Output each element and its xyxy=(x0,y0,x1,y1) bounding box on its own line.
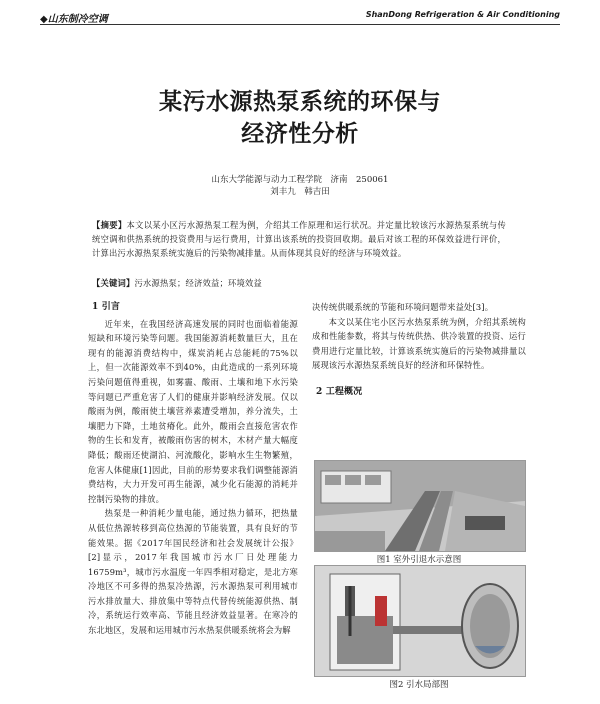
figure-2-caption: 图2 引水局部图 xyxy=(389,680,449,690)
left-column xyxy=(88,300,298,638)
intake-section-render xyxy=(315,566,525,676)
figure-1-caption: 图1 室外引退水示意图 xyxy=(376,555,462,565)
outdoor-pipeline-render xyxy=(315,461,525,551)
journal-name-en: ShanDong Refrigeration & Air Conditioning xyxy=(365,10,560,19)
title-line-2: 经济性分析 xyxy=(241,121,359,147)
section-2-heading: 2 工程概况 xyxy=(316,386,363,397)
figure-1-photo xyxy=(314,460,526,552)
affiliation: 山东大学能源与动力工程学院 济南 250061 xyxy=(211,175,389,185)
intro-paragraph-2: 热泵是一种消耗少量电能，通过热力循环，把热量从低位热源转移到高位热源的节能装置，具有良好的节能效果。据《2017年国民经济和社会发展统计公报》[2]显示，2017年我国城市污水厂日处理能力16759m³，城市污水温度一年四季相对稳定，是北方寒冷地区不可多得的热泵冷热源，污水源热泵可利用城市污水排放量大、排放集中等特点代替传统能源供热、制冷，系统运行效率高、节能且经济效益显著。在寒冷的东北地区，发展和运用城市污水热泵供暖系统将会为解 xyxy=(88,508,298,636)
header-rule xyxy=(40,24,560,25)
title-line-1: 某污水源热泵系统的环保与 xyxy=(159,89,441,115)
article-title xyxy=(0,86,600,150)
intro-paragraph-1: 近年来，在我国经济高速发展的同时也面临着能源短缺和环境污染等问题。我国能源消耗数量巨大，且在现有的能源消费结构中，煤炭消耗占总能耗的75%以上，但一次能源效率不到40%，由此造成的一系列环境污染问题值得重视，如雾霾、酸雨、土壤和地下水污染等问题已严重危害了人们的健康并影响经济发展。仅以酸雨为例，酸雨使土壤营养素遭受增加，养分流失，土壤肥力下降，土地贫瘠化。此外，酸雨会直接危害农作物的生长和发育，被酸雨伤害的树木，木材产量大幅度降低；酸雨还使湖泊、河流酸化，影响水生生物繁殖，危害人体健康[1]因此，目前的形势要求我们调整能源消费结构，大力开发可再生能源，减少化石能源的消耗并控制污染物的排放。 xyxy=(88,318,298,504)
journal-name-cn: ◆山东制冷空调 xyxy=(40,14,108,25)
abstract xyxy=(92,218,506,260)
section-1-heading: 1 引言 xyxy=(92,302,120,312)
keywords-label: 【关键词】 xyxy=(92,278,135,288)
keywords xyxy=(92,276,506,290)
intro-paragraph-3: 决传统供暖系统的节能和环境问题带来益处[3]。 xyxy=(312,302,494,312)
running-header xyxy=(40,10,560,24)
keywords-text: 污水源热泵；经济效益；环境效益 xyxy=(134,278,262,288)
intro-paragraph-4: 本文以某住宅小区污水热泵系统为例，介绍其系统构成和性能参数，将其与传统供热、供冷装置的投资、运行费用进行定量比较，计算该系统实施后的污染物减排量以展现该污水源热泵系统良好的经济和环保特性。 xyxy=(312,316,526,371)
abstract-text: 本文以某小区污水源热泵工程为例，介绍其工作原理和运行状况。并定量比较该污水源热泵系统与传统空调和供热系统的投资费用与运行费用，计算出该系统的投资回收期。最后对该工程的环保效益进行评价，计算出污水源热泵系统实施后的污染物减排量。从而体现其良好的经济与环境效益。 xyxy=(92,220,506,258)
abstract-label: 【摘要】 xyxy=(92,220,127,230)
authors: 刘丰九 韩吉田 xyxy=(270,187,330,197)
right-column xyxy=(312,300,526,402)
figure-2-diagram xyxy=(314,565,526,677)
